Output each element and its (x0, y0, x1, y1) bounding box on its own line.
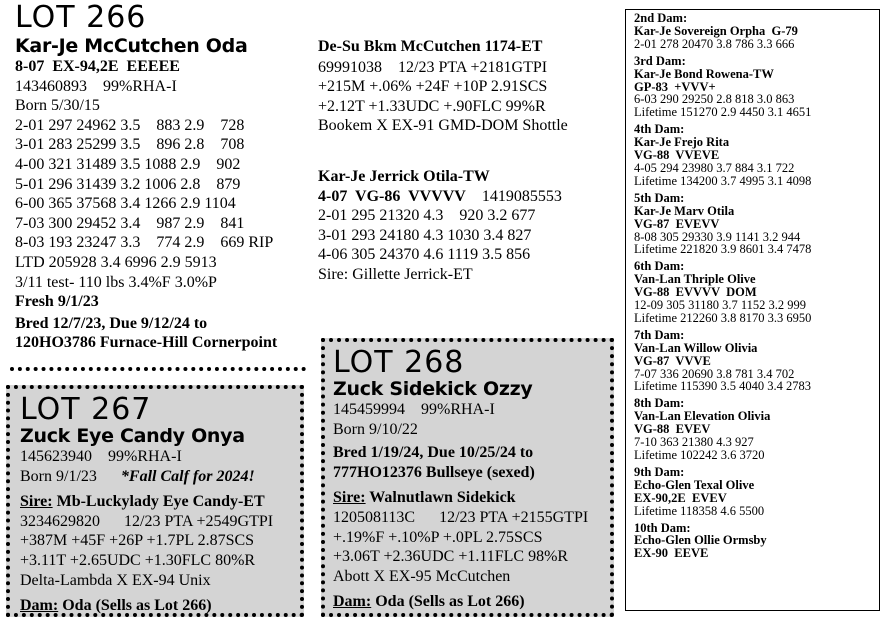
born-date: Born 9/1/23 (20, 467, 97, 485)
fall-calf-note: *Fall Calf for 2024! (120, 467, 255, 485)
dam-lifetime: Lifetime 102242 3.6 3720 (634, 448, 765, 462)
dam-heading: 6th Dam: (634, 259, 685, 274)
bred-line: 777HO12376 Bullseye (sexed) (333, 463, 535, 481)
dam-row (20, 596, 300, 616)
registration: 143460893 99%RHA-I (15, 77, 177, 95)
lot-title: LOT 267 (20, 392, 152, 427)
sire-name: De-Su Bkm McCutchen 1174-ET (318, 38, 543, 55)
sire-line: 120508113C 12/23 PTA +2155GTPI (333, 508, 589, 526)
dam-block (634, 192, 879, 257)
lot-266-section (15, 0, 315, 353)
dam-lifetime: Lifetime 151270 2.9 4450 3.1 4651 (634, 105, 812, 120)
dam-pedigree-panel (625, 9, 880, 611)
dam-heading: 10th Dam: (634, 520, 691, 535)
dam-lifetime: Lifetime 212260 3.8 8170 3.3 6950 (634, 310, 812, 325)
dam-record: 8-08 305 29330 3.9 1141 3.2 944 (634, 229, 801, 244)
record-line: 5-01 296 31439 3.2 1006 2.8 879 (15, 175, 241, 193)
sire-name: Walnutlawn Sidekick (365, 489, 516, 507)
record-line: 6-00 365 37568 3.4 1266 2.9 1104 (15, 195, 236, 213)
sire-name: Mb-Luckylady Eye Candy-ET (52, 493, 265, 511)
dam-lifetime: Lifetime 115390 3.5 4040 3.4 2783 (634, 379, 811, 394)
sire-line: +3.06T +2.36UDC +1.11FLC 98%R (333, 548, 569, 566)
dam-lifetime: Lifetime 118358 4.6 5500 (634, 503, 765, 518)
dam-lifetime: Lifetime 221820 3.9 8601 3.4 7478 (634, 242, 812, 257)
dam-record: 12-09 305 31180 3.7 1152 3.2 999 (634, 298, 806, 313)
animal-name: Zuck Eye Candy Onya (20, 425, 245, 447)
record-line: 3-01 283 25299 3.5 896 2.8 708 (15, 136, 245, 154)
animal-name: Zuck Sidekick Ozzy (333, 378, 533, 400)
lot-title: LOT 266 (15, 0, 147, 35)
dam-classification: EX-90 EEVE (634, 546, 709, 561)
dam-classification: 4-07 VG-86 VVVVV (318, 187, 466, 205)
dam-heading: 2nd Dam: (634, 11, 688, 25)
dam-block (634, 123, 879, 188)
classification: 8-07 EX-94,2E EEEEE (15, 58, 180, 75)
sire-line: Bookem X EX-91 GMD-DOM Shottle (318, 117, 568, 135)
dam-record: 7-10 363 21380 4.3 927 (634, 435, 754, 450)
dotted-divider (10, 367, 306, 371)
dam-name: Echo-Glen Texal Olive (634, 477, 755, 492)
dam-record: 6-03 290 29250 2.8 818 3.0 863 (634, 92, 795, 107)
dam-row (333, 592, 610, 612)
sire-line: 3234629820 12/23 PTA +2549GTPI (20, 512, 274, 530)
bred-line: Bred 1/19/24, Due 10/25/24 to (333, 444, 534, 462)
sire-line: 69991038 12/23 PTA +2181GTPI (318, 58, 548, 76)
sire-line: Abott X EX-95 McCutchen (333, 567, 511, 585)
animal-name: Kar-Je McCutchen Oda (15, 35, 248, 57)
dam-label: Dam: (20, 597, 59, 615)
dam-name: Echo-Glen Ollie Ormsby (634, 533, 767, 548)
dam-classification: VG-87 EVEVV (634, 216, 720, 231)
dam-name: Van-Lan Thriple Olive (634, 272, 756, 287)
dam-class-row (318, 187, 618, 207)
bred-line: Bred 12/7/23, Due 9/12/24 to (15, 314, 208, 332)
record-line: 2-01 297 24962 3.5 883 2.9 728 (15, 116, 245, 134)
fresh-date: Fresh 9/1/23 (15, 293, 99, 311)
dam-heading: 5th Dam: (634, 190, 685, 205)
record-line: 4-00 321 31489 3.5 1088 2.9 902 (15, 155, 241, 173)
dam-name: Van-Lan Willow Olivia (634, 340, 758, 355)
dam-record: 2-01 278 20470 3.8 786 3.3 666 (634, 36, 795, 51)
lot-267-box (6, 385, 304, 617)
dam-block (634, 466, 879, 518)
sire-line: Delta-Lambda X EX-94 Unix (20, 571, 211, 589)
dam-name: Kar-Je Sovereign Orpha G-79 (634, 23, 798, 38)
sire-line: +3.11T +2.65UDC +1.30FLC 80%R (20, 551, 256, 569)
dam-block (634, 397, 879, 462)
dam-heading: 3rd Dam: (634, 53, 686, 68)
dam-classification: VG-88 EVEV (634, 422, 711, 437)
dam-heading: 9th Dam: (634, 464, 685, 479)
dam-classification: VG-88 VVEVE (634, 148, 720, 163)
dam-name: Kar-Je Frejo Rita (634, 135, 730, 150)
dam-block (634, 260, 879, 325)
dam-record: 2-01 295 21320 4.3 920 3.2 677 (318, 207, 536, 225)
dam-heading: 7th Dam: (634, 327, 685, 342)
sire-row (333, 488, 610, 508)
dam-block (634, 522, 879, 561)
dam-label: Dam: (333, 593, 372, 611)
lot-title: LOT 268 (333, 345, 465, 380)
sire-line: +2.12T +1.33UDC +.90FLC 99%R (318, 97, 546, 115)
ltd-line: LTD 205928 3.4 6996 2.9 5913 (15, 253, 217, 271)
dam-classification: VG-87 VVVE (634, 353, 711, 368)
dam-record: 4-06 305 24370 4.6 1119 3.5 856 (318, 246, 531, 264)
dam-heading: 8th Dam: (634, 396, 685, 411)
dam-lifetime: Lifetime 134200 3.7 4995 3.1 4098 (634, 173, 812, 188)
dam-classification: VG-88 EVVVV DOM (634, 285, 757, 300)
sire-row (20, 492, 300, 512)
dam-sire: Sire: Gillette Jerrick-ET (318, 265, 473, 283)
born-date: Born 9/10/22 (333, 420, 418, 438)
dam-record: 4-05 294 23980 3.7 884 3.1 722 (634, 160, 795, 175)
dam-classification: GP-83 +VVV+ (634, 79, 716, 94)
record-line: 7-03 300 29452 3.4 987 2.9 841 (15, 214, 245, 232)
sire-line: +215M +.06% +24F +10P 2.91SCS (318, 78, 548, 96)
registration: 145623940 99%RHA-I (20, 448, 182, 465)
sire-label: Sire: (333, 489, 366, 507)
dam-record: 7-07 336 20690 3.8 781 3.4 702 (634, 366, 795, 381)
dam-name: Van-Lan Elevation Olivia (634, 409, 771, 424)
lot-268-box (321, 338, 614, 617)
sire-266-section (318, 37, 618, 136)
dam-name: Kar-Je Jerrick Otila-TW (318, 168, 490, 185)
born-date: Born 5/30/15 (15, 97, 100, 115)
dam-name: Kar-Je Bond Rowena-TW (634, 66, 774, 81)
dam-heading: 4th Dam: (634, 122, 685, 137)
dam-name: Kar-Je Marv Otila (634, 203, 735, 218)
dam-registration: 1419085553 (481, 187, 562, 205)
dam-classification: EX-90,2E EVEV (634, 490, 727, 505)
dam-block (634, 55, 879, 120)
sire-label: Sire: (20, 493, 53, 511)
bred-line: 120HO3786 Furnace-Hill Cornerpoint (15, 334, 278, 352)
dam-266-section (318, 167, 618, 285)
record-line: 8-03 193 23247 3.3 774 2.9 669 RIP (15, 234, 274, 252)
sire-line: +.19%F +.10%P +.0PL 2.75SCS (333, 528, 543, 546)
dam-text: Oda (Sells as Lot 266) (58, 597, 212, 615)
dam-record: 3-01 293 24180 4.3 1030 3.4 827 (318, 226, 532, 244)
born-row (20, 467, 300, 487)
registration: 145459994 99%RHA-I (333, 401, 495, 418)
dam-block (634, 12, 879, 51)
test-line: 3/11 test- 110 lbs 3.4%F 3.0%P (15, 273, 217, 291)
sire-line: +387M +45F +26P +1.7PL 2.87SCS (20, 532, 255, 550)
dam-block (634, 329, 879, 394)
dam-text: Oda (Sells as Lot 266) (371, 593, 525, 611)
